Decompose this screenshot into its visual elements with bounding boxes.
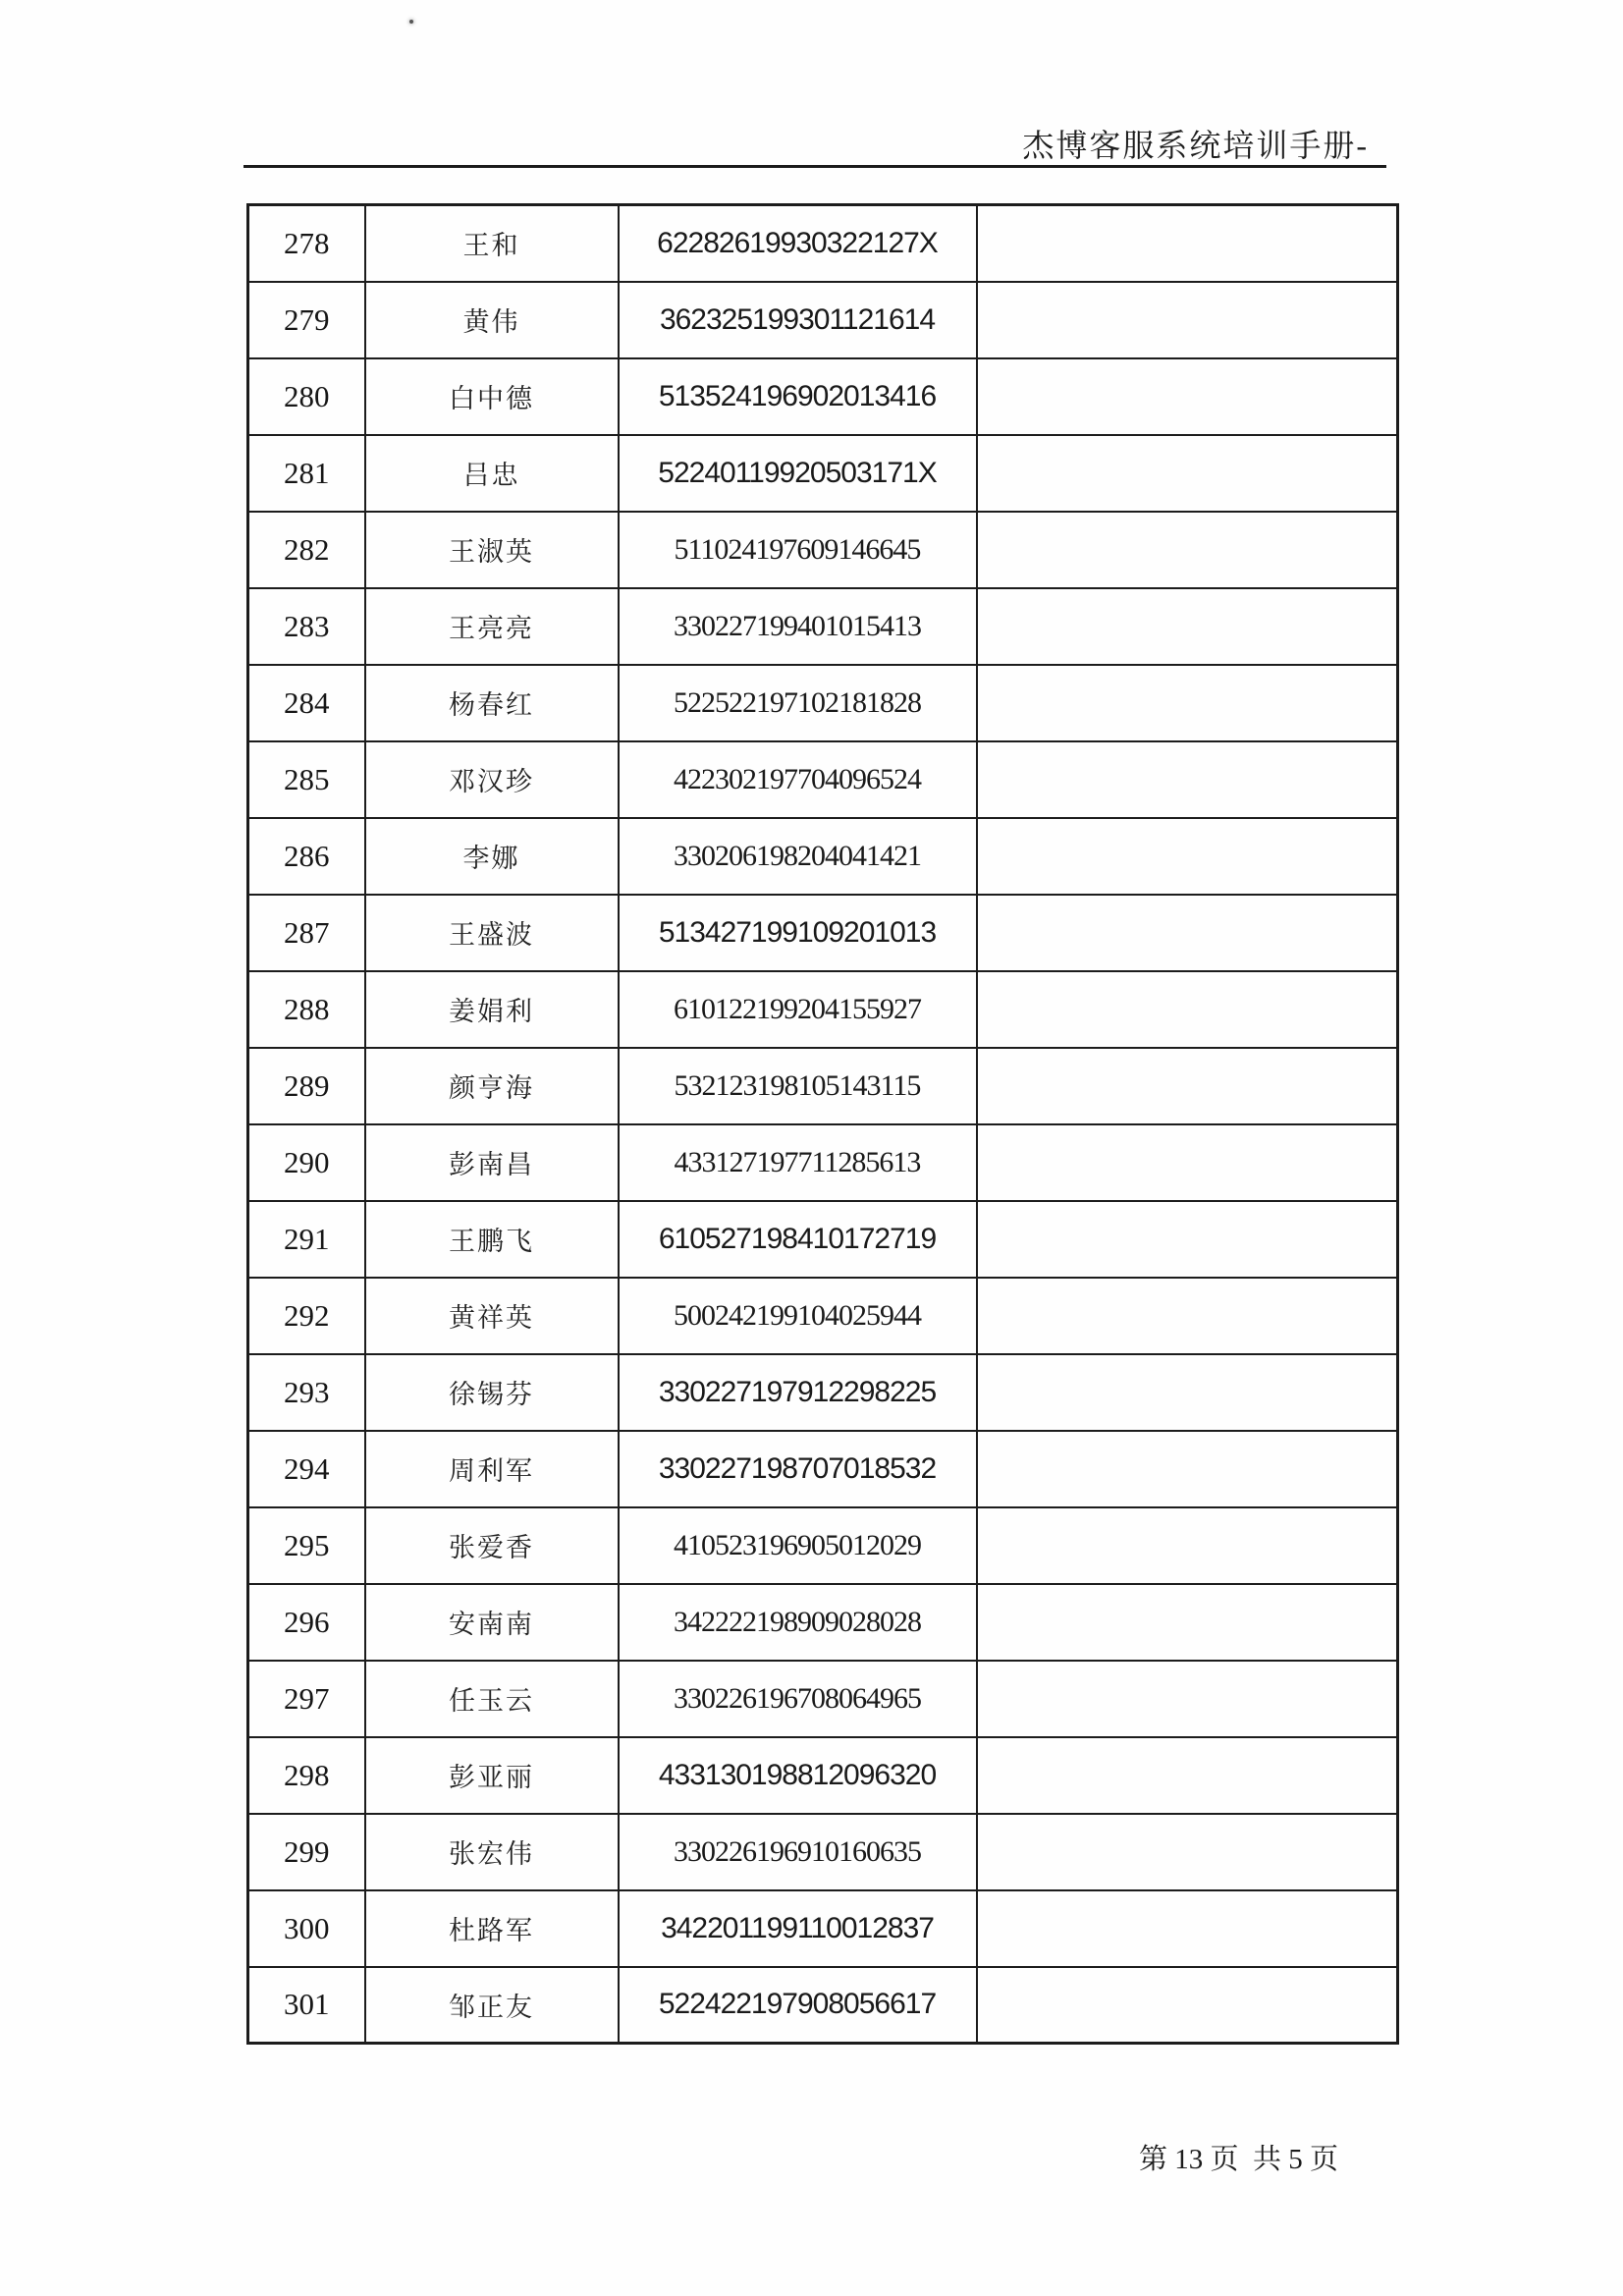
row-number-cell: 296 bbox=[248, 1584, 365, 1661]
empty-cell bbox=[977, 205, 1398, 282]
id-number-cell: 433130198812096320 bbox=[619, 1737, 977, 1814]
table-row bbox=[248, 1890, 1398, 1967]
table-row bbox=[248, 1661, 1398, 1737]
empty-cell bbox=[977, 1201, 1398, 1278]
name-cell: 张宏伟 bbox=[365, 1814, 619, 1890]
row-number-cell: 288 bbox=[248, 971, 365, 1048]
row-number-cell: 292 bbox=[248, 1278, 365, 1354]
row-number-cell: 289 bbox=[248, 1048, 365, 1124]
table-row bbox=[248, 205, 1398, 282]
empty-cell bbox=[977, 895, 1398, 971]
row-number-cell: 283 bbox=[248, 588, 365, 665]
id-number-cell: 433127197711285613 bbox=[619, 1124, 977, 1201]
name-cell: 安南南 bbox=[365, 1584, 619, 1661]
id-number-cell: 330226196910160635 bbox=[619, 1814, 977, 1890]
name-cell: 王盛波 bbox=[365, 895, 619, 971]
header-rule bbox=[243, 165, 1386, 168]
row-number-cell: 293 bbox=[248, 1354, 365, 1431]
name-cell: 任玉云 bbox=[365, 1661, 619, 1737]
empty-cell bbox=[977, 1890, 1398, 1967]
name-cell: 颜亨海 bbox=[365, 1048, 619, 1124]
row-number-cell: 291 bbox=[248, 1201, 365, 1278]
name-cell: 杜路军 bbox=[365, 1890, 619, 1967]
id-number-cell: 362325199301121614 bbox=[619, 282, 977, 358]
empty-cell bbox=[977, 741, 1398, 818]
id-number-cell: 511024197609146645 bbox=[619, 512, 977, 588]
scan-speck bbox=[409, 20, 413, 24]
table-row bbox=[248, 1431, 1398, 1507]
name-cell: 王和 bbox=[365, 205, 619, 282]
table-row bbox=[248, 818, 1398, 895]
name-cell: 白中德 bbox=[365, 358, 619, 435]
name-cell: 王鹏飞 bbox=[365, 1201, 619, 1278]
id-number-cell: 610527198410172719 bbox=[619, 1201, 977, 1278]
table-row bbox=[248, 1967, 1398, 2044]
row-number-cell: 294 bbox=[248, 1431, 365, 1507]
table-row bbox=[248, 512, 1398, 588]
id-number-cell: 422302197704096524 bbox=[619, 741, 977, 818]
empty-cell bbox=[977, 512, 1398, 588]
name-cell: 黄伟 bbox=[365, 282, 619, 358]
empty-cell bbox=[977, 1814, 1398, 1890]
table-row bbox=[248, 1278, 1398, 1354]
roster-table-body bbox=[248, 205, 1398, 2044]
table-row bbox=[248, 1048, 1398, 1124]
empty-cell bbox=[977, 1124, 1398, 1201]
empty-cell bbox=[977, 1354, 1398, 1431]
name-cell: 吕忠 bbox=[365, 435, 619, 512]
id-number-cell: 342222198909028028 bbox=[619, 1584, 977, 1661]
empty-cell bbox=[977, 435, 1398, 512]
id-number-cell: 342201199110012837 bbox=[619, 1890, 977, 1967]
id-number-cell: 330227197912298225 bbox=[619, 1354, 977, 1431]
id-number-cell: 522522197102181828 bbox=[619, 665, 977, 741]
id-number-cell: 522422197908056617 bbox=[619, 1967, 977, 2044]
table-row bbox=[248, 1354, 1398, 1431]
name-cell: 姜娟利 bbox=[365, 971, 619, 1048]
row-number-cell: 281 bbox=[248, 435, 365, 512]
table-row bbox=[248, 1124, 1398, 1201]
row-number-cell: 290 bbox=[248, 1124, 365, 1201]
empty-cell bbox=[977, 1661, 1398, 1737]
id-number-cell: 62282619930322127X bbox=[619, 205, 977, 282]
table-row bbox=[248, 1507, 1398, 1584]
table-row bbox=[248, 1201, 1398, 1278]
table-row bbox=[248, 1737, 1398, 1814]
id-number-cell: 532123198105143115 bbox=[619, 1048, 977, 1124]
empty-cell bbox=[977, 1431, 1398, 1507]
name-cell: 杨春红 bbox=[365, 665, 619, 741]
name-cell: 张爱香 bbox=[365, 1507, 619, 1584]
name-cell: 邓汉珍 bbox=[365, 741, 619, 818]
name-cell: 李娜 bbox=[365, 818, 619, 895]
id-number-cell: 330227198707018532 bbox=[619, 1431, 977, 1507]
row-number-cell: 280 bbox=[248, 358, 365, 435]
id-number-cell: 410523196905012029 bbox=[619, 1507, 977, 1584]
row-number-cell: 298 bbox=[248, 1737, 365, 1814]
empty-cell bbox=[977, 1278, 1398, 1354]
empty-cell bbox=[977, 665, 1398, 741]
empty-cell bbox=[977, 818, 1398, 895]
id-number-cell: 52240119920503171X bbox=[619, 435, 977, 512]
id-number-cell: 513524196902013416 bbox=[619, 358, 977, 435]
table-row bbox=[248, 435, 1398, 512]
id-number-cell: 330206198204041421 bbox=[619, 818, 977, 895]
row-number-cell: 278 bbox=[248, 205, 365, 282]
id-number-cell: 330227199401015413 bbox=[619, 588, 977, 665]
id-number-cell: 513427199109201013 bbox=[619, 895, 977, 971]
name-cell: 邹正友 bbox=[365, 1967, 619, 2044]
row-number-cell: 282 bbox=[248, 512, 365, 588]
empty-cell bbox=[977, 1967, 1398, 2044]
row-number-cell: 299 bbox=[248, 1814, 365, 1890]
empty-cell bbox=[977, 971, 1398, 1048]
table-row bbox=[248, 588, 1398, 665]
empty-cell bbox=[977, 1737, 1398, 1814]
table-row bbox=[248, 358, 1398, 435]
row-number-cell: 300 bbox=[248, 1890, 365, 1967]
id-number-cell: 500242199104025944 bbox=[619, 1278, 977, 1354]
table-row bbox=[248, 1584, 1398, 1661]
header-title: 杰博客服系统培训手册- bbox=[1022, 128, 1369, 163]
row-number-cell: 295 bbox=[248, 1507, 365, 1584]
table-row bbox=[248, 895, 1398, 971]
name-cell: 彭南昌 bbox=[365, 1124, 619, 1201]
empty-cell bbox=[977, 1048, 1398, 1124]
table-row bbox=[248, 971, 1398, 1048]
row-number-cell: 297 bbox=[248, 1661, 365, 1737]
name-cell: 王亮亮 bbox=[365, 588, 619, 665]
id-number-cell: 330226196708064965 bbox=[619, 1661, 977, 1737]
row-number-cell: 287 bbox=[248, 895, 365, 971]
roster-table bbox=[246, 203, 1399, 2045]
row-number-cell: 286 bbox=[248, 818, 365, 895]
empty-cell bbox=[977, 588, 1398, 665]
empty-cell bbox=[977, 1507, 1398, 1584]
empty-cell bbox=[977, 1584, 1398, 1661]
name-cell: 彭亚丽 bbox=[365, 1737, 619, 1814]
id-number-cell: 610122199204155927 bbox=[619, 971, 977, 1048]
empty-cell bbox=[977, 282, 1398, 358]
table-row bbox=[248, 1814, 1398, 1890]
page-number: 第 13 页 共 5 页 bbox=[1139, 2144, 1339, 2175]
row-number-cell: 285 bbox=[248, 741, 365, 818]
row-number-cell: 301 bbox=[248, 1967, 365, 2044]
name-cell: 黄祥英 bbox=[365, 1278, 619, 1354]
name-cell: 徐锡芬 bbox=[365, 1354, 619, 1431]
name-cell: 王淑英 bbox=[365, 512, 619, 588]
table-row bbox=[248, 665, 1398, 741]
empty-cell bbox=[977, 358, 1398, 435]
name-cell: 周利军 bbox=[365, 1431, 619, 1507]
row-number-cell: 284 bbox=[248, 665, 365, 741]
table-row bbox=[248, 741, 1398, 818]
row-number-cell: 279 bbox=[248, 282, 365, 358]
table-row bbox=[248, 282, 1398, 358]
